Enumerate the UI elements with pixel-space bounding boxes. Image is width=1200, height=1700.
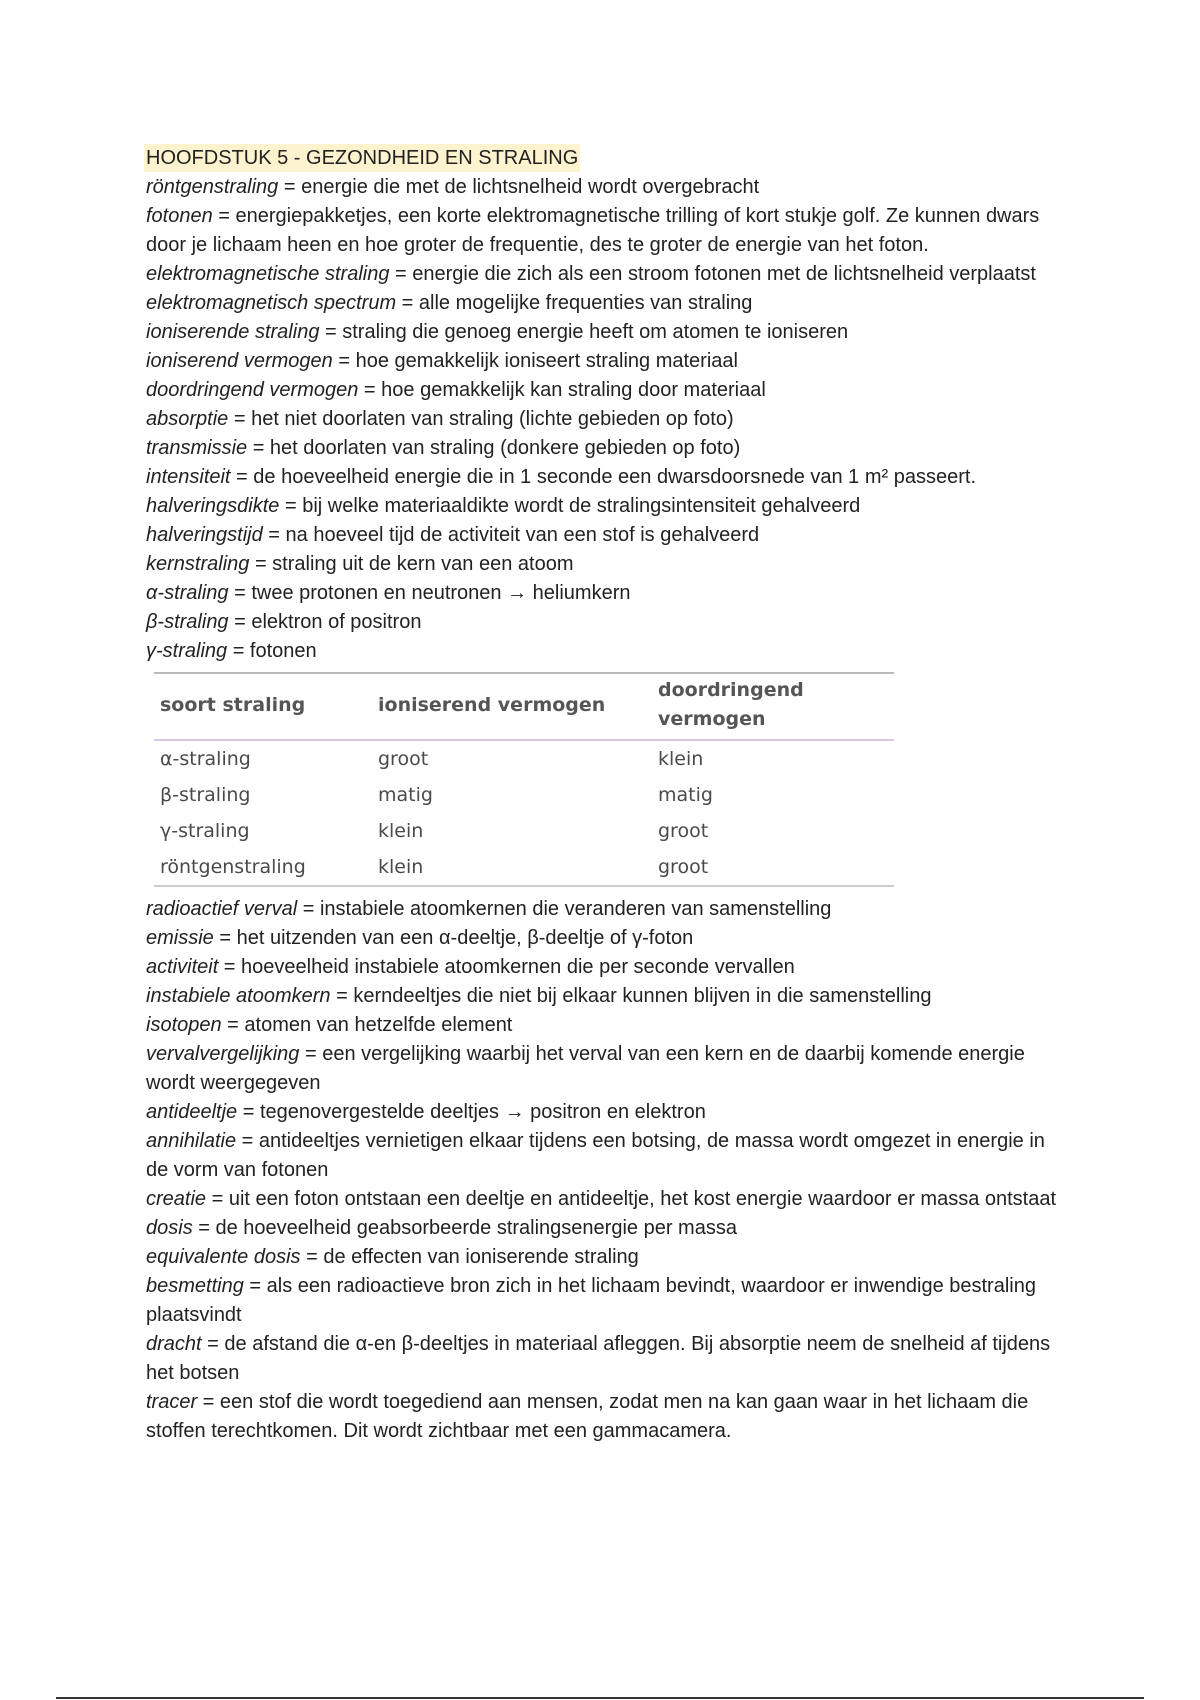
definition-text: = kerndeeltjes die niet bij elkaar kunnen blijven in die samenstelling <box>330 985 932 1007</box>
definition-term: halveringstijd <box>146 524 263 546</box>
table-cell: groot <box>652 849 894 886</box>
definition-text: = energiepakketjes, een korte elektromagnetische trilling of kort stukje golf. Ze kunnen dwars door je lichaam heen en hoe groter de frequentie, des te groter de energie van het foton. <box>146 205 1040 256</box>
definition-entry <box>146 579 1066 608</box>
table-cell: matig <box>378 783 433 806</box>
definition-entry <box>146 173 1066 202</box>
definition-term: halveringsdikte <box>146 495 280 517</box>
definition-text: = energie die zich als een stroom fotonen met de lichtsnelheid verplaatst <box>389 263 1036 285</box>
definition-entry <box>146 1011 1066 1040</box>
definition-text: = bij welke materiaaldikte wordt de stralingsintensiteit gehalveerd <box>279 495 861 517</box>
definition-text: = uit een foton ontstaan een deeltje en antideeltje, het kost energie waardoor er massa ontstaat <box>206 1188 1057 1210</box>
table-header-cell: soort straling <box>154 673 372 740</box>
definition-entry <box>146 463 1066 492</box>
table-header-cell: doordringend vermogen <box>652 673 894 740</box>
table-cell: matig <box>658 783 713 806</box>
definition-entry <box>146 434 1066 463</box>
definition-entry <box>146 1098 1066 1127</box>
definition-entry <box>146 1214 1066 1243</box>
definition-term: antideeltje <box>146 1101 238 1123</box>
definition-text: = hoe gemakkelijk kan straling door materiaal <box>358 379 766 401</box>
definition-entry <box>146 347 1066 376</box>
definition-term: tracer <box>146 1391 198 1413</box>
table-cell: α-straling <box>160 747 251 770</box>
table-row <box>154 849 894 886</box>
definition-term: intensiteit <box>146 466 231 488</box>
definition-entry <box>146 953 1066 982</box>
definition-entry <box>146 405 1066 434</box>
definition-entry <box>146 1127 1066 1185</box>
definition-text: = atomen van hetzelfde element <box>221 1014 513 1036</box>
definition-text: = de afstand die α-en β-deeltjes in materiaal afleggen. Bij absorptie neem de snelheid af tijdens het botsen <box>146 1333 1051 1384</box>
table-row <box>154 777 894 813</box>
definition-term: radioactief verval <box>146 898 298 920</box>
definition-term: dosis <box>146 1217 193 1239</box>
definition-term: α-straling <box>146 582 229 604</box>
definition-term: elektromagnetische straling <box>146 263 390 285</box>
definition-term: β-straling <box>146 611 229 633</box>
definition-term: γ-straling <box>146 640 228 662</box>
definition-text: = instabiele atoomkernen die veranderen van samenstelling <box>297 898 832 920</box>
definition-term: absorptie <box>146 408 229 430</box>
definition-term: doordringend vermogen <box>146 379 359 401</box>
definition-entry <box>146 1040 1066 1098</box>
definition-entry <box>146 982 1066 1011</box>
page-bottom-rule <box>56 1697 1144 1699</box>
definition-text: = elektron of positron <box>228 611 422 633</box>
definition-entry <box>146 1185 1066 1214</box>
definition-term: equivalente dosis <box>146 1246 301 1268</box>
definition-entry <box>146 492 1066 521</box>
definition-entry <box>146 376 1066 405</box>
table-cell: γ-straling <box>160 819 250 842</box>
definition-term: emissie <box>146 927 214 949</box>
definition-text: = het niet doorlaten van straling (lichte gebieden op foto) <box>228 408 734 430</box>
definition-term: isotopen <box>146 1014 222 1036</box>
definition-text: = de hoeveelheid energie die in 1 seconde een dwarsdoorsnede van 1 m² passeert. <box>230 466 976 488</box>
definition-text: = een vergelijking waarbij het verval van een kern en de daarbij komende energie wordt weergegeven <box>146 1043 1025 1094</box>
definition-entry <box>146 608 1066 637</box>
definition-text: = de hoeveelheid geabsorbeerde stralingsenergie per massa <box>192 1217 737 1239</box>
definition-term: ioniserend vermogen <box>146 350 333 372</box>
definition-entry <box>146 260 1066 289</box>
definition-text: = antideeltjes vernietigen elkaar tijdens een botsing, de massa wordt omgezet in energie in de vorm van fotonen <box>146 1130 1045 1181</box>
table-row <box>154 813 894 849</box>
definition-term: transmissie <box>146 437 248 459</box>
definition-entry <box>146 550 1066 579</box>
definition-term: elektromagnetisch spectrum <box>146 292 397 314</box>
table-header-row <box>154 673 894 740</box>
definition-term: besmetting <box>146 1275 244 1297</box>
table-cell: klein <box>378 819 424 842</box>
definition-text: = alle mogelijke frequenties van straling <box>396 292 753 314</box>
definition-entry <box>146 202 1066 260</box>
definition-term: activiteit <box>146 956 219 978</box>
definition-text: = twee protonen en neutronen → heliumkern <box>228 582 631 604</box>
definition-text: = het doorlaten van straling (donkere gebieden op foto) <box>247 437 741 459</box>
definition-text: = na hoeveel tijd de activiteit van een stof is gehalveerd <box>262 524 760 546</box>
table-header-cell: ioniserend vermogen <box>372 673 652 740</box>
table-cell: β-straling <box>160 783 251 806</box>
definition-term: kernstraling <box>146 553 250 575</box>
definition-list-a <box>146 173 1066 666</box>
table-cell: groot <box>658 819 709 842</box>
definition-text: = tegenovergestelde deeltjes → positron en elektron <box>237 1101 706 1123</box>
definition-entry <box>146 1388 1066 1446</box>
definition-entry <box>146 924 1066 953</box>
definition-term: dracht <box>146 1333 202 1355</box>
definition-text: = het uitzenden van een α-deeltje, β-deeltje of γ-foton <box>213 927 694 949</box>
document-page <box>146 144 1066 1446</box>
definition-text: = de effecten van ioniserende straling <box>300 1246 639 1268</box>
definition-term: vervalvergelijking <box>146 1043 300 1065</box>
definition-entry <box>146 1272 1066 1330</box>
definition-text: = een stof die wordt toegediend aan mensen, zodat men na kan gaan waar in het lichaam die stoffen terechtkomen. Dit wordt zichtbaar met een gammacamera. <box>146 1391 1029 1442</box>
definition-term: ioniserende straling <box>146 321 320 343</box>
radiation-table <box>154 672 894 887</box>
definition-text: = fotonen <box>227 640 317 662</box>
definition-term: röntgenstraling <box>146 176 279 198</box>
definition-text: = als een radioactieve bron zich in het lichaam bevindt, waardoor er inwendige bestraling plaatsvindt <box>146 1275 1036 1326</box>
page-title: HOOFDSTUK 5 - GEZONDHEID EN STRALING <box>144 144 580 172</box>
definition-entry <box>146 637 1066 666</box>
definition-text: = energie die met de lichtsnelheid wordt overgebracht <box>278 176 760 198</box>
definition-term: instabiele atoomkern <box>146 985 331 1007</box>
definition-text: = straling uit de kern van een atoom <box>249 553 574 575</box>
definition-text: = straling die genoeg energie heeft om atomen te ioniseren <box>319 321 849 343</box>
table-row <box>154 740 894 777</box>
definition-list-b <box>146 895 1066 1446</box>
table-cell: röntgenstraling <box>154 849 372 886</box>
table-cell: klein <box>372 849 652 886</box>
definition-term: annihilatie <box>146 1130 237 1152</box>
definition-text: = hoeveelheid instabiele atoomkernen die per seconde vervallen <box>218 956 795 978</box>
definition-entry <box>146 1243 1066 1272</box>
definition-entry <box>146 895 1066 924</box>
table-cell: klein <box>658 747 704 770</box>
definition-text: = hoe gemakkelijk ioniseert straling materiaal <box>332 350 738 372</box>
definition-entry <box>146 318 1066 347</box>
definition-term: creatie <box>146 1188 207 1210</box>
definition-entry <box>146 289 1066 318</box>
table-cell: groot <box>378 747 429 770</box>
definition-term: fotonen <box>146 205 213 227</box>
definition-entry <box>146 1330 1066 1388</box>
definition-entry <box>146 521 1066 550</box>
